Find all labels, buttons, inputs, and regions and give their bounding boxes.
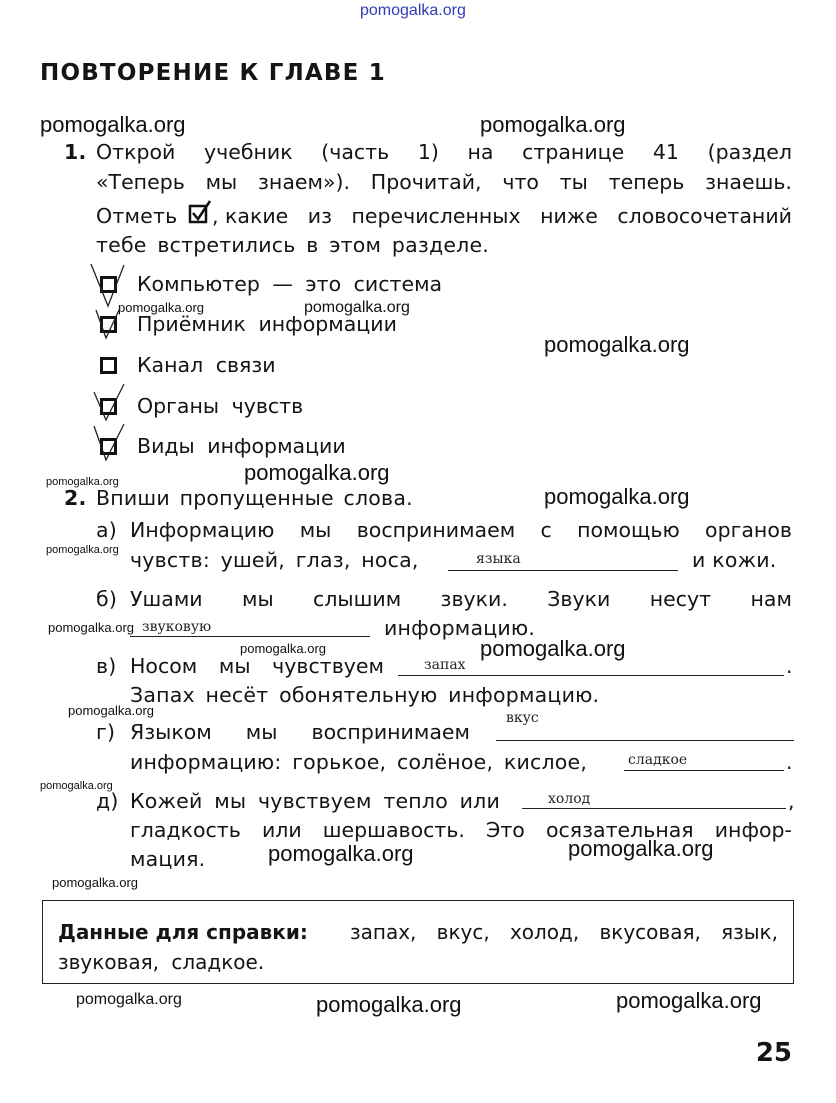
watermark: pomogalka.org bbox=[46, 476, 119, 488]
word: мы bbox=[205, 170, 238, 194]
word: (часть bbox=[321, 140, 390, 164]
word: мы bbox=[218, 654, 251, 678]
task2e-line1-start: Кожей мы чувствуем тепло или bbox=[130, 789, 500, 813]
handwritten-answer: языка bbox=[476, 551, 521, 567]
reference-line2: звуковая, сладкое. bbox=[58, 950, 265, 974]
word: воспринимаем bbox=[356, 518, 516, 542]
watermark: pomogalka.org bbox=[544, 332, 690, 357]
word: мы bbox=[242, 587, 274, 611]
answer-blank bbox=[522, 808, 786, 809]
word: мы bbox=[245, 720, 278, 744]
watermark: pomogalka.org bbox=[52, 875, 138, 890]
watermark: pomogalka.org bbox=[480, 112, 626, 137]
word: словосочетаний bbox=[617, 204, 792, 228]
word: Звуки bbox=[547, 587, 611, 611]
watermark: pomogalka.org bbox=[544, 484, 690, 509]
punctuation: . bbox=[786, 654, 793, 678]
word: мы bbox=[299, 518, 332, 542]
task1-line3-end bbox=[212, 204, 792, 228]
watermark-top: pomogalka.org bbox=[360, 2, 466, 19]
handwritten-answer: вкус bbox=[506, 710, 539, 726]
watermark: pomogalka.org bbox=[268, 841, 414, 866]
task2c-line2: Запах несёт обонятельную информацию. bbox=[130, 683, 600, 707]
item-letter: б) bbox=[96, 587, 118, 611]
handwritten-answer: звуковую bbox=[142, 619, 212, 635]
answer-blank bbox=[448, 570, 678, 571]
word: запах, bbox=[350, 920, 417, 944]
word: нам bbox=[750, 587, 792, 611]
watermark: pomogalka.org bbox=[244, 460, 390, 485]
word: воспринимаем bbox=[311, 720, 470, 744]
word: органов bbox=[705, 518, 792, 542]
answer-blank bbox=[496, 740, 794, 741]
watermark: pomogalka.org bbox=[480, 636, 626, 661]
task2c-line1 bbox=[130, 654, 384, 678]
word: или bbox=[261, 818, 302, 842]
task1-line1 bbox=[96, 140, 792, 164]
word: язык, bbox=[721, 920, 778, 944]
checkbox-label: Канал связи bbox=[137, 353, 276, 377]
watermark: pomogalka.org bbox=[68, 703, 154, 718]
watermark: pomogalka.org bbox=[304, 299, 410, 316]
task2e-line3: мация. bbox=[130, 847, 206, 871]
task1-line4: тебе встретились в этом разделе. bbox=[96, 233, 490, 257]
reference-label: Данные для справки: bbox=[58, 920, 308, 944]
word: холод, bbox=[509, 920, 580, 944]
word: 1) bbox=[417, 140, 439, 164]
checkbox-label: Виды информации bbox=[137, 434, 346, 458]
page-title: ПОВТОРЕНИЕ К ГЛАВЕ 1 bbox=[40, 60, 386, 86]
word: слышим bbox=[313, 587, 402, 611]
word: , какие bbox=[212, 204, 289, 228]
word: «Теперь bbox=[96, 170, 185, 194]
word: учебник bbox=[203, 140, 293, 164]
word: Информацию bbox=[130, 518, 275, 542]
word: ниже bbox=[540, 204, 598, 228]
watermark: pomogalka.org bbox=[118, 300, 204, 315]
word: чувствуем bbox=[272, 654, 384, 678]
task2-instruction: Впиши пропущенные слова. bbox=[96, 486, 413, 510]
watermark: pomogalka.org bbox=[46, 544, 119, 556]
word: шершавость. bbox=[322, 818, 465, 842]
word: Прочитай, bbox=[370, 170, 482, 194]
watermark: pomogalka.org bbox=[76, 991, 182, 1008]
watermark: pomogalka.org bbox=[48, 620, 134, 635]
word: перечисленных bbox=[351, 204, 521, 228]
task-number: 1. bbox=[64, 140, 87, 164]
checkbox-label: Органы чувств bbox=[137, 394, 304, 418]
checkbox-label: Приёмник информации bbox=[137, 312, 397, 336]
checkbox-label: Компьютер — это система bbox=[137, 272, 443, 296]
word: из bbox=[307, 204, 332, 228]
word: странице bbox=[522, 140, 625, 164]
word: ты bbox=[559, 170, 588, 194]
item-letter: д) bbox=[96, 789, 119, 813]
watermark: pomogalka.org bbox=[568, 836, 714, 861]
word: Ушами bbox=[130, 587, 203, 611]
word: с bbox=[540, 518, 552, 542]
word: осязательная bbox=[545, 818, 694, 842]
watermark: pomogalka.org bbox=[40, 112, 186, 137]
task1-line3-start: Отметь bbox=[96, 204, 178, 228]
task2b-line1 bbox=[130, 587, 792, 611]
checkbox[interactable] bbox=[100, 357, 117, 374]
reference-line1 bbox=[350, 920, 778, 944]
checkmark-box-icon bbox=[188, 200, 214, 226]
word: 41 bbox=[652, 140, 679, 164]
word: Носом bbox=[130, 654, 198, 678]
word: на bbox=[467, 140, 494, 164]
page-number: 25 bbox=[755, 1038, 792, 1068]
word: гладкость bbox=[130, 818, 241, 842]
handwritten-check-icon bbox=[92, 306, 128, 342]
task2e-line2 bbox=[130, 818, 792, 842]
word: знаешь. bbox=[705, 170, 792, 194]
word: звуки. bbox=[440, 587, 508, 611]
task2b-line2-end: информацию. bbox=[384, 616, 536, 640]
word: помощью bbox=[577, 518, 680, 542]
handwritten-check-icon bbox=[88, 262, 128, 310]
task1-line2 bbox=[96, 170, 792, 194]
handwritten-check-icon bbox=[90, 382, 130, 424]
word: (раздел bbox=[707, 140, 792, 164]
item-letter: а) bbox=[96, 518, 117, 542]
answer-blank bbox=[398, 675, 784, 676]
task2a-line2-end: и кожи. bbox=[692, 548, 777, 572]
watermark: pomogalka.org bbox=[40, 780, 113, 792]
task2d-line1 bbox=[130, 720, 470, 744]
item-letter: в) bbox=[96, 654, 117, 678]
task-number: 2. bbox=[64, 486, 87, 510]
word: Языком bbox=[130, 720, 212, 744]
answer-blank bbox=[624, 770, 784, 771]
word: что bbox=[502, 170, 539, 194]
task2a-line2-start: чувств: ушей, глаз, носа, bbox=[130, 548, 419, 572]
watermark: pomogalka.org bbox=[616, 988, 762, 1013]
watermark: pomogalka.org bbox=[240, 641, 326, 656]
handwritten-answer: холод bbox=[548, 791, 591, 807]
word: вкусовая, bbox=[599, 920, 701, 944]
word: вкус, bbox=[436, 920, 490, 944]
word: теперь bbox=[608, 170, 685, 194]
punctuation: , bbox=[788, 789, 795, 813]
handwritten-check-icon bbox=[90, 420, 130, 464]
item-letter: г) bbox=[96, 720, 116, 744]
handwritten-answer: сладкое bbox=[628, 752, 688, 768]
word: Открой bbox=[96, 140, 176, 164]
answer-blank bbox=[130, 636, 370, 637]
word: знаем»). bbox=[258, 170, 351, 194]
task2a-line1 bbox=[130, 518, 792, 542]
punctuation: . bbox=[786, 750, 793, 774]
word: несут bbox=[649, 587, 712, 611]
word: инфор- bbox=[714, 818, 792, 842]
handwritten-answer: запах bbox=[424, 657, 466, 673]
watermark: pomogalka.org bbox=[316, 992, 462, 1017]
word: Это bbox=[486, 818, 525, 842]
task2d-line2-start: информацию: горькое, солёное, кислое, bbox=[130, 750, 588, 774]
